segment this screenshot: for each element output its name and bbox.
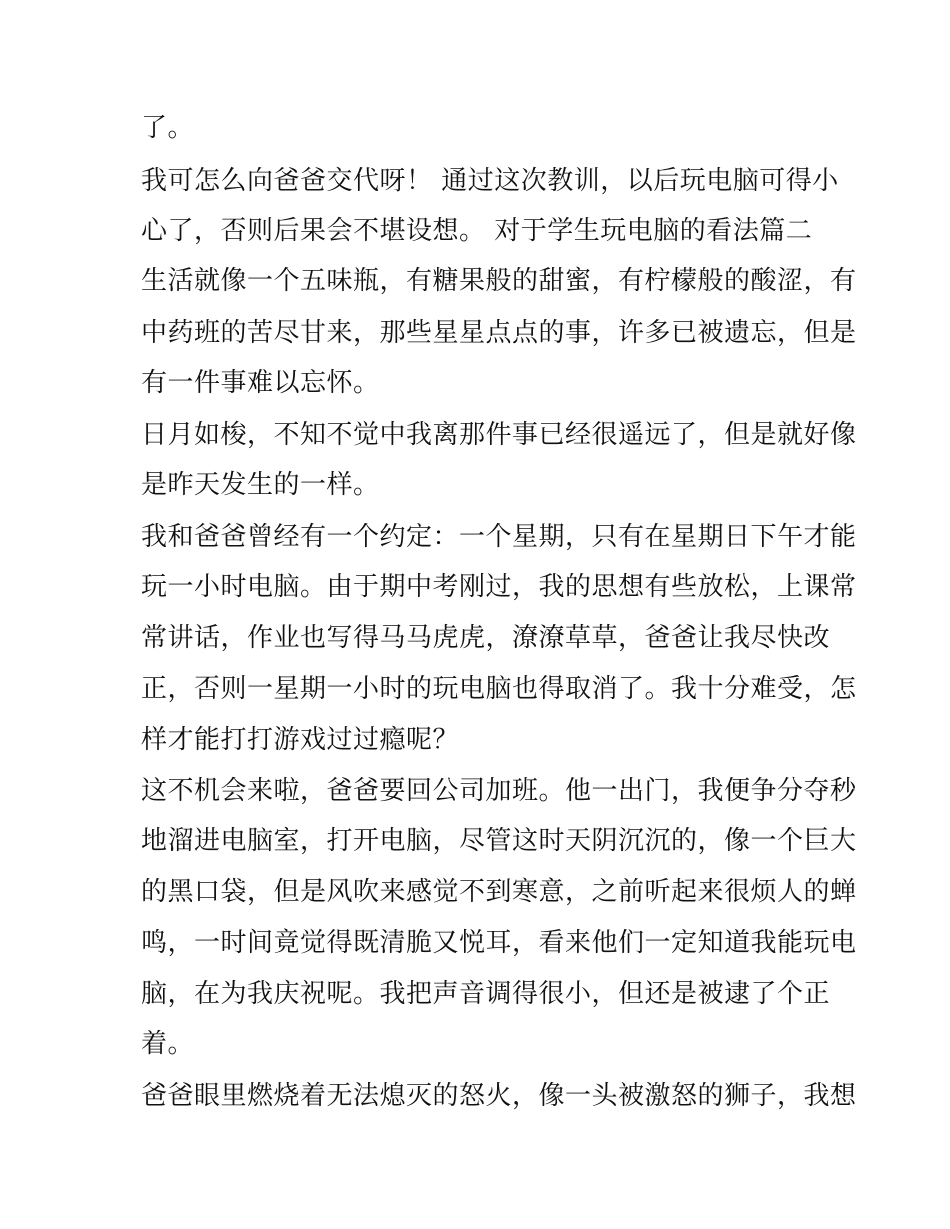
- text-line: 这不机会来啦，爸爸要回公司加班。他一出门，我便争分夺秒: [141, 776, 857, 806]
- text-line: 玩一小时电脑。由于期中考刚过，我的思想有些放松，上课常: [141, 572, 857, 602]
- text-line: 生活就像一个五味瓶，有糖果般的甜蜜，有柠檬般的酸涩，有: [141, 266, 857, 296]
- text-line: 着。: [141, 1029, 195, 1059]
- text-line: 的黑口袋，但是风吹来感觉不到寒意，之前听起来很烦人的蝉: [141, 877, 857, 907]
- text-line: 样才能打打游戏过过瘾呢？: [141, 725, 460, 755]
- text-line: 有一件事难以忘怀。: [141, 368, 380, 398]
- text-line: 心了，否则后果会不堪设想。 对于学生玩电脑的看法篇二: [141, 216, 813, 246]
- text-line: 地溜进电脑室，打开电脑，尽管这时天阴沉沉的，像一个巨大: [141, 826, 857, 856]
- text-line: 了。: [141, 113, 195, 143]
- text-line: 鸣，一时间竟觉得既清脆又悦耳，看来他们一定知道我能玩电: [141, 928, 857, 958]
- text-line: 我可怎么向爸爸交代呀！ 通过这次教训，以后玩电脑可得小: [141, 166, 839, 196]
- text-line: 是昨天发生的一样。: [141, 470, 380, 500]
- text-line: 中药班的苦尽甘来，那些星星点点的事，许多已被遗忘，但是: [141, 318, 857, 348]
- text-line: 我和爸爸曾经有一个约定：一个星期，只有在星期日下午才能: [141, 522, 857, 552]
- text-line: 正，否则一星期一小时的玩电脑也得取消了。我十分难受，怎: [141, 674, 857, 704]
- text-line: 日月如梭，不知不觉中我离那件事已经很遥远了，但是就好像: [141, 420, 857, 450]
- text-line: 常讲话，作业也写得马马虎虎，潦潦草草，爸爸让我尽快改: [141, 623, 831, 653]
- text-line: 脑，在为我庆祝呢。我把声音调得很小，但还是被逮了个正: [141, 979, 831, 1009]
- text-line: 爸爸眼里燃烧着无法熄灭的怒火，像一头被激怒的狮子，我想: [141, 1081, 857, 1111]
